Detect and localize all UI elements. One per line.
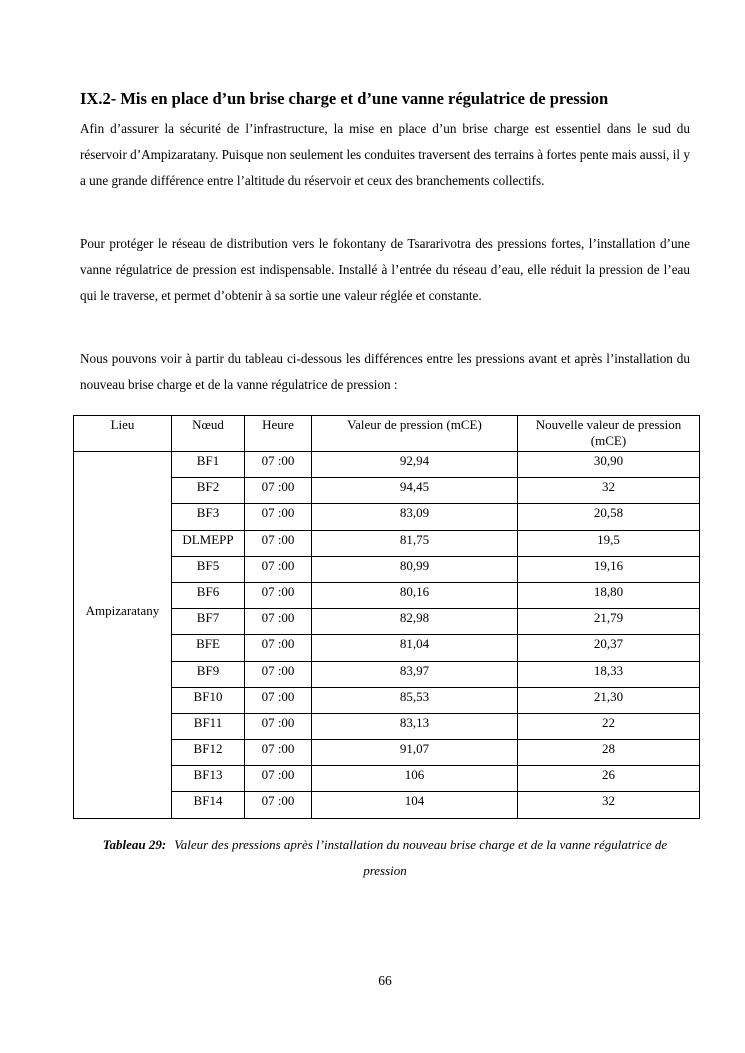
cell-valeur: 80,16 — [312, 582, 518, 608]
cell-noeud: BF6 — [172, 582, 245, 608]
cell-nouvelle: 21,30 — [518, 687, 700, 713]
cell-valeur: 81,04 — [312, 635, 518, 661]
pressure-table — [73, 415, 700, 819]
cell-noeud: BF9 — [172, 661, 245, 687]
paragraph-table-intro: Nous pouvons voir à partir du tableau ci-dessous les différences entre les pressions avant et après l’installation du nouveau brise charge et de la vanne régulatrice de pression : — [80, 351, 690, 392]
cell-heure: 07 :00 — [245, 478, 312, 504]
table-header-row — [74, 416, 700, 452]
cell-nouvelle: 19,5 — [518, 530, 700, 556]
cell-heure: 07 :00 — [245, 556, 312, 582]
paragraph-intro: Afin d’assurer la sécurité de l’infrastructure, la mise en place d’un brise charge est essentiel dans le sud du réservoir d’Ampizaratany. Puisque non seulement les conduites traversent des terrains à fortes pente mais aussi, il y a une grande différence entre l’altitude du réservoir et ceux des branchements collectifs. — [80, 121, 690, 188]
cell-valeur: 91,07 — [312, 740, 518, 766]
cell-valeur: 83,09 — [312, 504, 518, 530]
cell-nouvelle: 28 — [518, 740, 700, 766]
cell-noeud: BF12 — [172, 740, 245, 766]
cell-heure: 07 :00 — [245, 792, 312, 818]
cell-noeud: BF13 — [172, 766, 245, 792]
cell-nouvelle: 22 — [518, 713, 700, 739]
header-heure: Heure — [245, 416, 312, 452]
cell-nouvelle: 32 — [518, 478, 700, 504]
header-lieu: Lieu — [74, 416, 172, 452]
cell-noeud: BF1 — [172, 452, 245, 478]
cell-nouvelle: 20,37 — [518, 635, 700, 661]
cell-noeud: BF5 — [172, 556, 245, 582]
cell-heure: 07 :00 — [245, 609, 312, 635]
cell-nouvelle: 21,79 — [518, 609, 700, 635]
paragraph-protection: Pour protéger le réseau de distribution vers le fokontany de Tsararivotra des pressions fortes, l’installation d’une vanne régulatrice de pression est indispensable. Installé à l’entrée du réseau d’eau, elle réduit la pression de l’eau qui le traverse, et permet d’obtenir à sa sortie une valeur réglée et constante. — [80, 236, 690, 303]
cell-noeud: DLMEPP — [172, 530, 245, 556]
cell-heure: 07 :00 — [245, 452, 312, 478]
cell-heure: 07 :00 — [245, 504, 312, 530]
cell-noeud: BF7 — [172, 609, 245, 635]
table-row — [74, 452, 700, 478]
cell-noeud: BFE — [172, 635, 245, 661]
cell-noeud: BF2 — [172, 478, 245, 504]
cell-valeur: 80,99 — [312, 556, 518, 582]
section-heading: IX.2- Mis en place d’un brise charge et d’une vanne régulatrice de pression — [80, 89, 609, 108]
caption-text: Valeur des pressions après l’installation du nouveau brise charge et de la vanne régulatrice de pression — [174, 837, 668, 878]
caption-label: Tableau 29: — [102, 837, 167, 852]
cell-valeur: 85,53 — [312, 687, 518, 713]
header-noeud: Nœud — [172, 416, 245, 452]
cell-noeud: BF10 — [172, 687, 245, 713]
cell-nouvelle: 18,80 — [518, 582, 700, 608]
header-valeur: Valeur de pression (mCE) — [312, 416, 518, 452]
cell-valeur: 104 — [312, 792, 518, 818]
cell-valeur: 81,75 — [312, 530, 518, 556]
cell-heure: 07 :00 — [245, 635, 312, 661]
cell-nouvelle: 18,33 — [518, 661, 700, 687]
cell-valeur: 106 — [312, 766, 518, 792]
cell-lieu: Ampizaratany — [74, 452, 172, 819]
cell-nouvelle: 20,58 — [518, 504, 700, 530]
cell-valeur: 83,97 — [312, 661, 518, 687]
cell-nouvelle: 26 — [518, 766, 700, 792]
table-body — [74, 452, 700, 819]
page-number: 66 — [378, 973, 392, 988]
cell-heure: 07 :00 — [245, 687, 312, 713]
cell-valeur: 83,13 — [312, 713, 518, 739]
cell-noeud: BF14 — [172, 792, 245, 818]
cell-heure: 07 :00 — [245, 740, 312, 766]
cell-valeur: 94,45 — [312, 478, 518, 504]
cell-heure: 07 :00 — [245, 713, 312, 739]
cell-heure: 07 :00 — [245, 766, 312, 792]
cell-heure: 07 :00 — [245, 582, 312, 608]
cell-nouvelle: 19,16 — [518, 556, 700, 582]
cell-noeud: BF3 — [172, 504, 245, 530]
header-nouvelle-valeur: Nouvelle valeur de pression (mCE) — [518, 416, 700, 452]
cell-valeur: 82,98 — [312, 609, 518, 635]
cell-valeur: 92,94 — [312, 452, 518, 478]
table-caption — [80, 832, 690, 884]
cell-nouvelle: 32 — [518, 792, 700, 818]
cell-nouvelle: 30,90 — [518, 452, 700, 478]
cell-heure: 07 :00 — [245, 661, 312, 687]
cell-noeud: BF11 — [172, 713, 245, 739]
cell-heure: 07 :00 — [245, 530, 312, 556]
